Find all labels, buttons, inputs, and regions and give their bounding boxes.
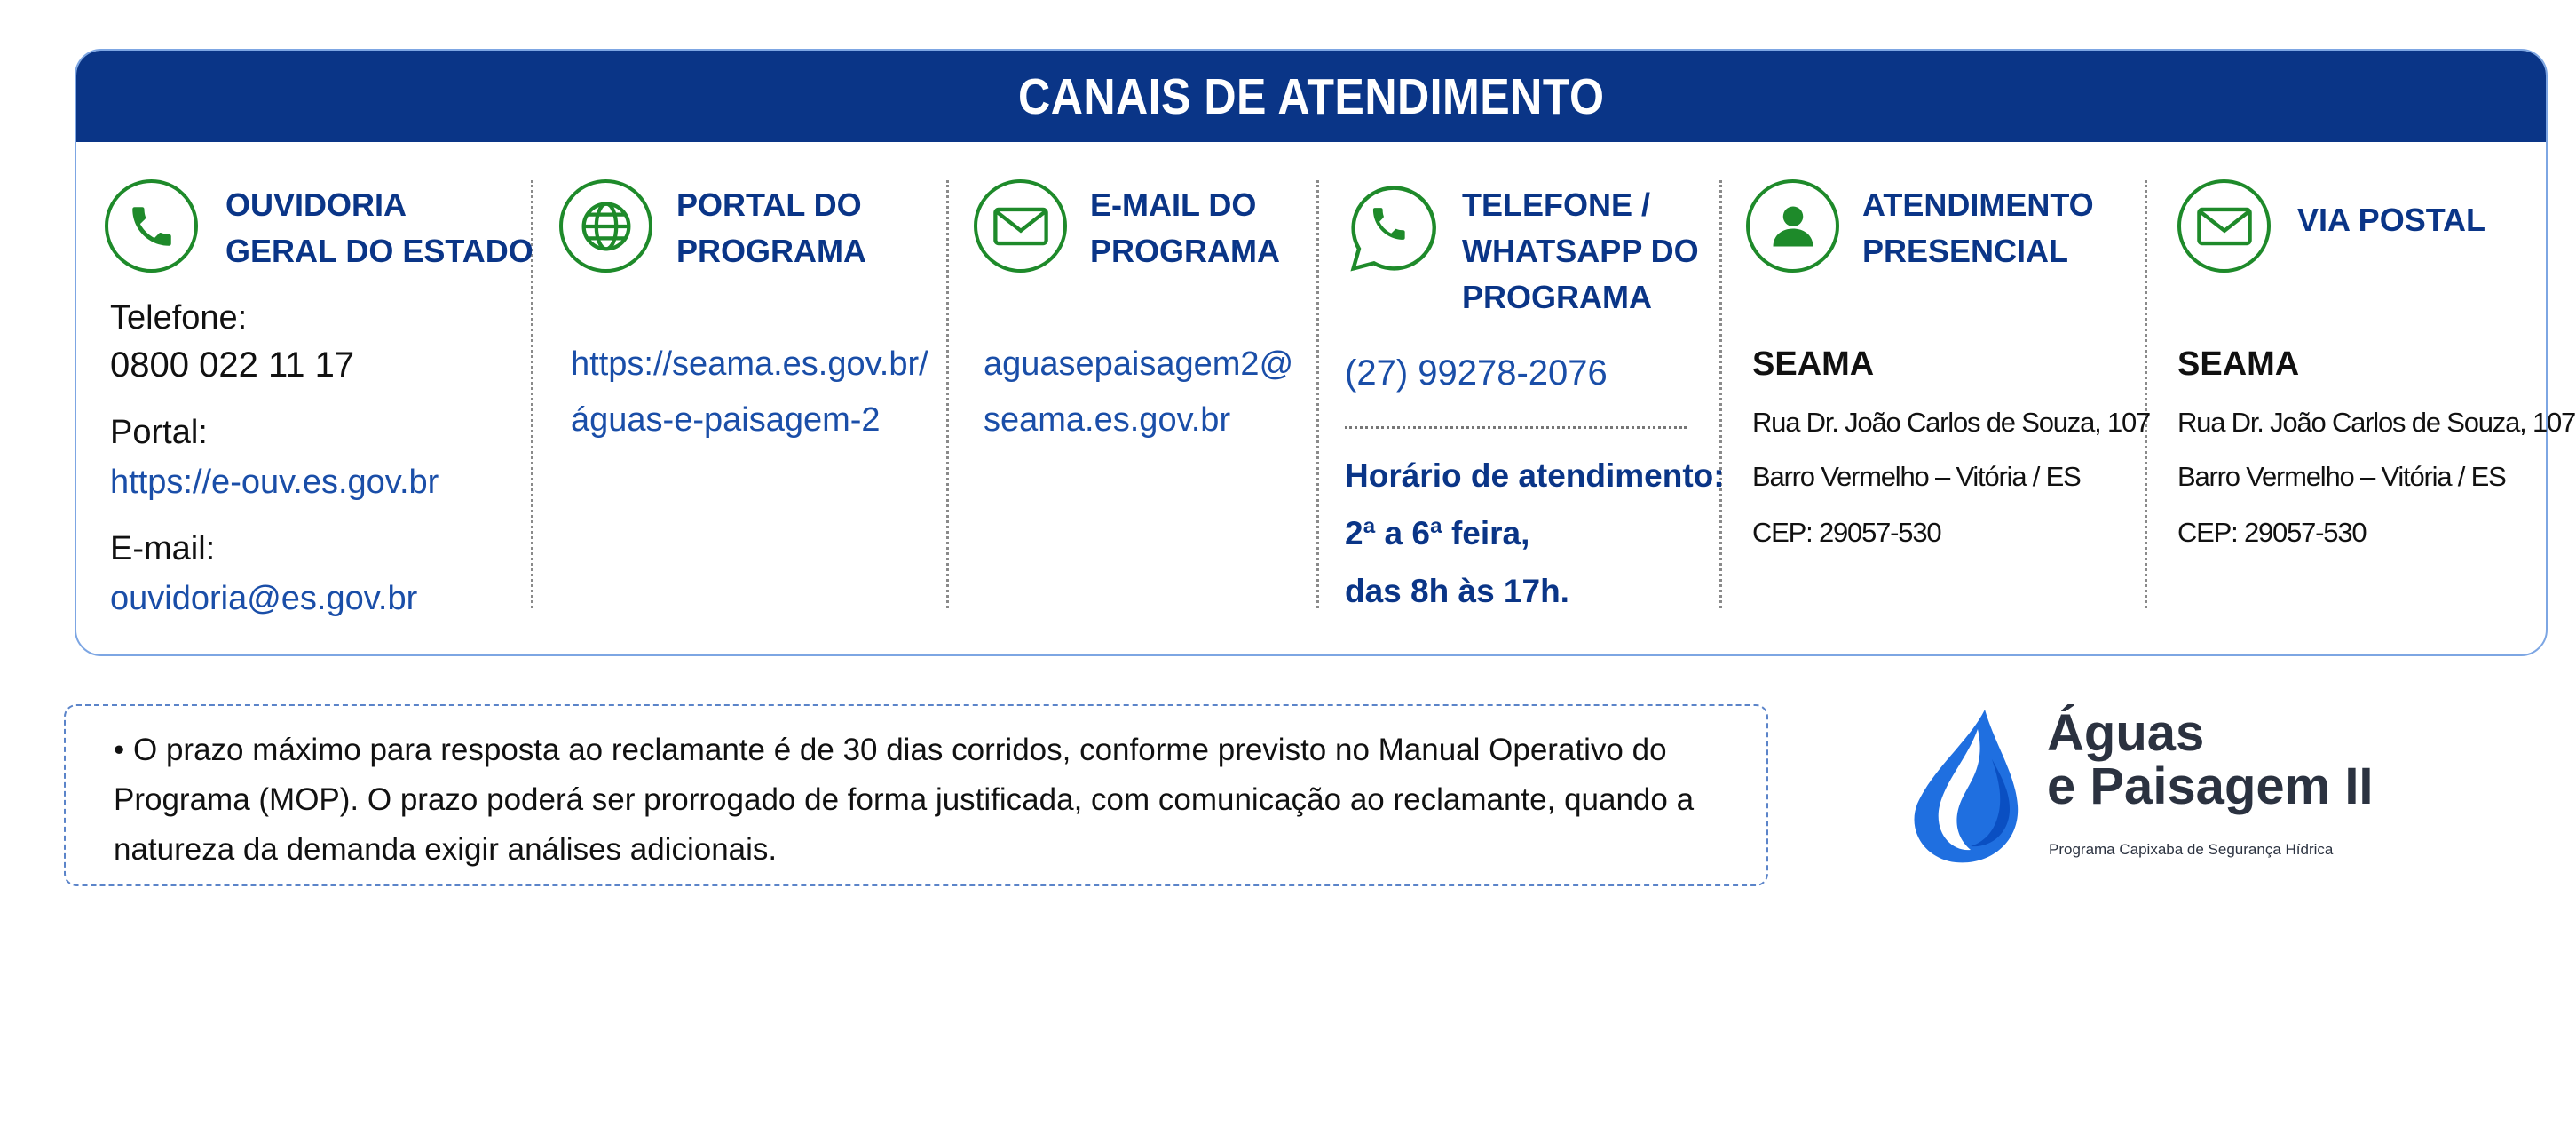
whatsapp-number[interactable]: (27) 99278-2076 [1345, 353, 1608, 393]
channel-title: E-MAIL DO PROGRAMA [1090, 186, 1280, 269]
panel-header [76, 51, 2546, 142]
channel-title: TELEFONE / WHATSAPP DO PROGRAMA [1462, 186, 1699, 315]
program-logo [1907, 706, 2404, 870]
address-postal-code: CEP: 29057-530 [1752, 517, 1941, 548]
column-divider [1719, 180, 1722, 608]
panel-title: CANAIS DE ATENDIMENTO [1017, 67, 1605, 125]
channel-title: OUVIDORIA GERAL DO ESTADO [225, 186, 533, 269]
envelope-icon [2177, 179, 2271, 273]
email-line-1[interactable]: aguasepaisagem2@ [984, 345, 1294, 383]
email-line-2[interactable]: seama.es.gov.br [984, 401, 1231, 439]
organization-name: SEAMA [1752, 345, 1875, 383]
address-district: Barro Vermelho – Vitória / ES [1752, 461, 2081, 492]
logo-subtitle: Programa Capixaba de Segurança Hídrica [2049, 841, 2334, 858]
column-divider [946, 180, 949, 608]
address-street: Rua Dr. João Carlos de Souza, 107 [1752, 407, 2151, 438]
logo-title-line-2: e Paisagem II [2047, 757, 2374, 815]
portal-link[interactable]: https://e-ouv.es.gov.br [110, 464, 439, 501]
phone-label: Telefone: [110, 299, 248, 337]
service-days: 2ª a 6ª feira, [1345, 515, 1530, 551]
email-label: E-mail: [110, 530, 216, 567]
notice-body: O prazo máximo para resposta ao reclamante é de 30 dias corridos, conforme previsto no Manual Operativo do Programa (MOP). O prazo poderá ser prorrogado de forma justificada, com comunicação ao reclamante, quando a natureza da demanda exigir análises adicionais. [114, 733, 1695, 867]
hours-label: Horário de atendimento: [1345, 457, 1725, 494]
logo-title-line-1: Águas [2047, 704, 2205, 762]
phone-number: 0800 022 11 17 [110, 345, 355, 385]
water-drop-logo-icon [1907, 706, 2031, 866]
notice-text [114, 726, 1765, 875]
address-postal-code: CEP: 29057-530 [2177, 517, 2367, 548]
column-divider [1316, 180, 1319, 608]
portal-url-line-1[interactable]: https://seama.es.gov.br/ [571, 345, 928, 383]
mail-icon [974, 179, 1067, 273]
channel-title: PORTAL DO PROGRAMA [676, 186, 866, 269]
service-hours: das 8h às 17h. [1345, 573, 1569, 609]
portal-url-line-2[interactable]: águas-e-paisagem-2 [571, 401, 881, 439]
channel-title: ATENDIMENTO PRESENCIAL [1862, 186, 2094, 269]
organization-name: SEAMA [2177, 345, 2300, 383]
bullet: • [114, 733, 125, 767]
email-link[interactable]: ouvidoria@es.gov.br [110, 580, 418, 617]
whatsapp-icon [1345, 179, 1442, 277]
portal-label: Portal: [110, 414, 208, 451]
column-divider [2145, 180, 2147, 608]
globe-icon [559, 179, 652, 273]
response-deadline-notice [64, 704, 1768, 886]
address-district: Barro Vermelho – Vitória / ES [2177, 461, 2506, 492]
person-icon [1746, 179, 1839, 273]
channel-title: VIA POSTAL [2297, 202, 2486, 238]
address-street: Rua Dr. João Carlos de Souza, 107 [2177, 407, 2576, 438]
phone-icon [105, 179, 198, 273]
separator-line [1345, 426, 1687, 429]
